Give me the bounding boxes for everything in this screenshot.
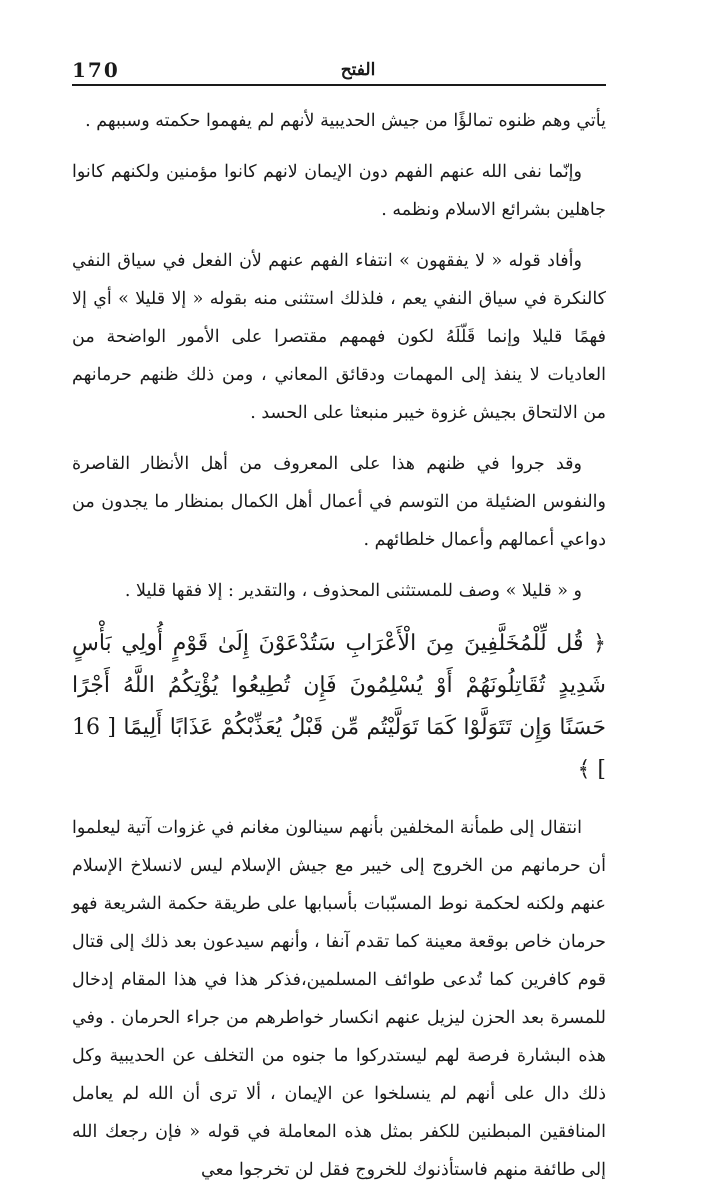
paragraph: وإنّما نفى الله عنهم الفهم دون الإيمان لانهم كانوا مؤمنين ولكنهم كانوا جاهلين بشرائع الاسلام ونظمه . bbox=[72, 162, 606, 220]
header-rule bbox=[72, 84, 606, 86]
page-body bbox=[72, 102, 606, 1202]
running-title: الفتح bbox=[340, 60, 376, 80]
paragraph: و « قليلا » وصف للمستثنى المحذوف ، والتقدير : إلا فقها قليلا . bbox=[124, 581, 582, 601]
page-header bbox=[72, 52, 644, 82]
paragraph: انتقال إلى طمأنة المخلفين بأنهم سينالون مغانم في غزوات آتية ليعلموا أن حرمانهم من الخروج إلى خيبر مع جيش الإسلام ليس لانسلاخ الإسلام عنهم ولكنه لحكمة نوط المسبّبات بأسبابها على طريقة حكمة الشريعة فهو حرمان خاص بوقعة معينة كما تقدم آنفا ، وأنهم سيدعون بعد ذلك إلى قتال قوم كافرين كما تُدعى طوائف المسلمين،فذكر هذا في هذا المقام إدخال للمسرة بعد الحزن ليزيل عنهم انكسار خواطرهم من جراء الحرمان . وفي هذه البشارة فرصة لهم ليستدركوا ما جنوه من التخلف عن الحديبية وكل ذلك دال على أنهم لم ينسلخوا عن الإيمان ، ألا ترى أن الله لم يعامل المنافقين المبطنين للكفر بمثل هذه المعاملة في قوله « فإن رجعك الله إلى طائفة منهم فاستأذنوك للخروج فقل لن تخرجوا معي bbox=[72, 818, 606, 1180]
quran-verse: ﴿ قُل لِّلْمُخَلَّفِينَ مِنَ الْأَعْرَابِ سَتُدْعَوْنَ إِلَىٰ قَوْمٍ أُولِي بَأْسٍ شَدِيدٍ تُقَاتِلُونَهُمْ أَوْ يُسْلِمُونَ فَإِن تُطِيعُوا يُؤْتِكُمُ اللَّهُ أَجْرًا حَسَنًا وَإِن تَتَوَلَّوْا كَمَا تَوَلَّيْتُم مِّن قَبْلُ يُعَذِّبْكُمْ عَذَابًا أَلِيمًا [ 16 ] ﴾ bbox=[72, 631, 606, 782]
paragraph: يأتي وهم ظنوه تمالؤًا من جيش الحديبية لأنهم لم يفهموا حكمته وسببهم . bbox=[85, 111, 606, 131]
paragraph: وأفاد قوله « لا يفقهون » انتفاء الفهم عنهم لأن الفعل في سياق النفي كالنكرة في سياق النفي يعم ، فلذلك استثنى منه بقوله « إلا قليلا » أي إلا فهمًا قليلا وإنما قَلّلَهُ لكون فهمهم مقتصرا على الأمور الواضحة من العاديات لا ينفذ إلى المهمات ودقائق المعاني ، ومن ذلك ظنهم حرمانهم من الالتحاق بجيش غزوة خيبر منبعثا على الحسد . bbox=[72, 251, 606, 423]
paragraph: وقد جروا في ظنهم هذا على المعروف من أهل الأنظار القاصرة والنفوس الضئيلة من التوسم في أعمال أهل الكمال بمنظار ما يجدون من دواعي أعمالهم وأعمال خلطائهم . bbox=[72, 454, 606, 550]
page-number: 170 bbox=[72, 58, 120, 82]
